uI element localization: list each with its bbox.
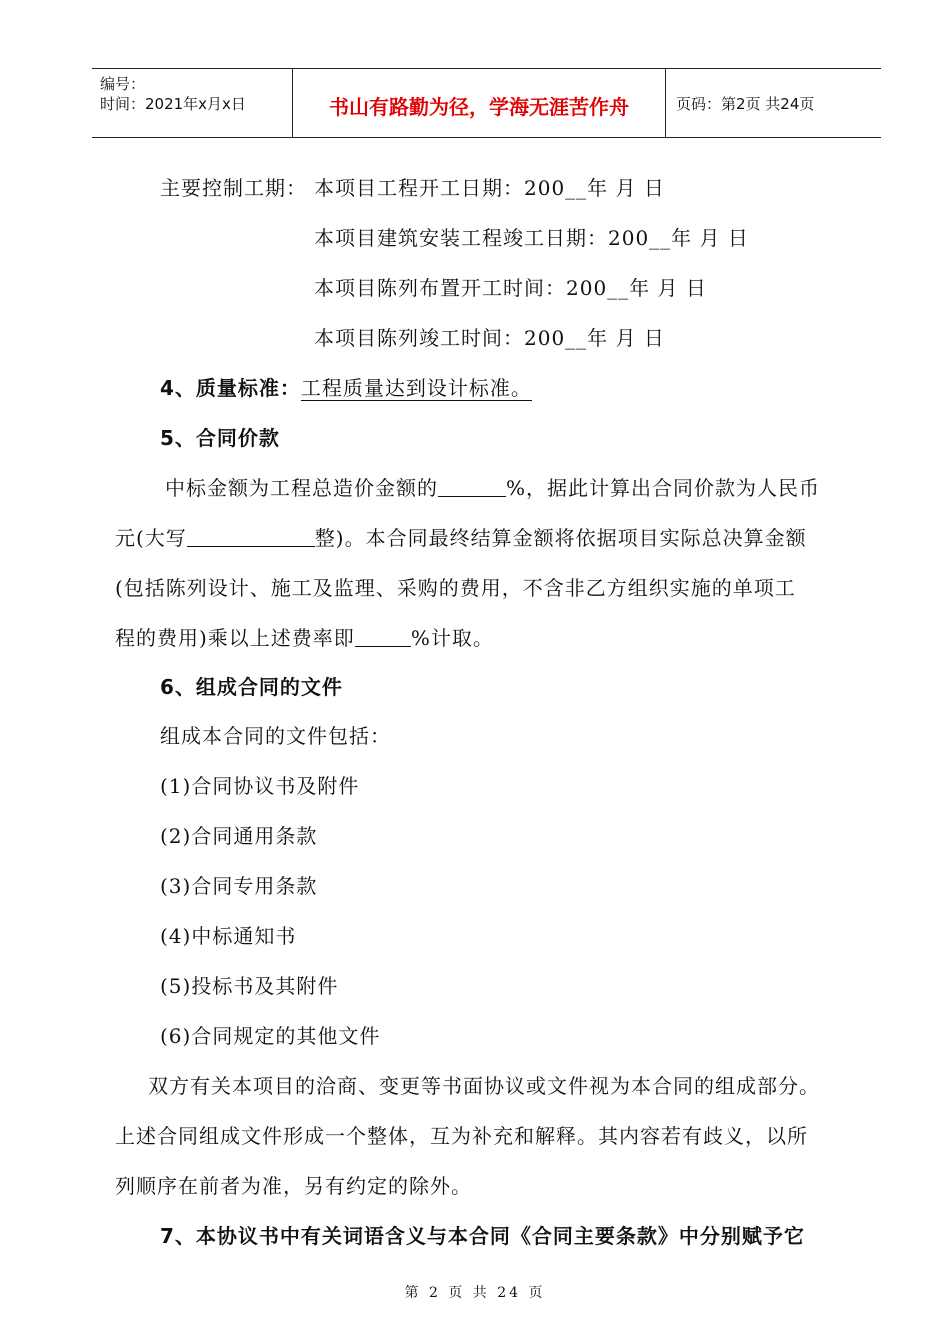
price-text: 元(大写: [115, 526, 187, 550]
price-text: %，据此计算出合同价款为人民币: [506, 476, 821, 500]
page-footer: 第 2 页 共 24 页: [404, 1285, 546, 1301]
price-text: 程的费用)乘以上述费率即: [115, 626, 355, 650]
header-motto-cell: [293, 69, 666, 137]
documents-para-line: 上述合同组成文件形成一个整体，互为补充和解释。其内容若有歧义，以所: [115, 1124, 808, 1148]
page-info: 页码：第2页 共24页: [676, 95, 815, 113]
price-text: %计取。: [410, 626, 494, 650]
price-para-line-1: [165, 472, 820, 501]
document-item: (6)合同规定的其他文件: [160, 1024, 381, 1048]
time-label: 时间：2021年x月x日: [100, 95, 246, 113]
header-page-cell: [666, 69, 881, 137]
price-heading: 5、合同价款: [160, 426, 280, 450]
amount-blank: [187, 526, 315, 547]
schedule-row: 本项目建筑安装工程竣工日期：200__年 月 日: [314, 226, 749, 250]
documents-para-line: 列顺序在前者为准，另有约定的除外。: [115, 1174, 472, 1198]
schedule-row: 本项目陈列竣工时间：200__年 月 日: [314, 326, 665, 350]
price-para-line-4: [115, 622, 494, 651]
schedule-row: 本项目陈列布置开工时间：200__年 月 日: [314, 276, 707, 300]
motto-text: 书山有路勤为径，学海无涯苦作舟: [329, 95, 629, 119]
quality-line: [160, 372, 532, 401]
section7-heading: 7、本协议书中有关词语含义与本合同《合同主要条款》中分别赋予它: [160, 1224, 805, 1248]
quality-heading: 4、质量标准：: [160, 376, 301, 400]
quality-text: 工程质量达到设计标准。: [300, 376, 532, 400]
fee-rate-blank: [355, 626, 411, 647]
schedule-row: 本项目工程开工日期：200__年 月 日: [314, 176, 665, 200]
number-label: 编号：: [100, 75, 146, 93]
document-header: [92, 68, 881, 138]
price-para-line-3: (包括陈列设计、施工及监理、采购的费用，不含非乙方组织实施的单项工: [115, 576, 796, 600]
document-item: (1)合同协议书及附件: [160, 774, 360, 798]
schedule-label: 主要控制工期：: [160, 176, 307, 200]
documents-heading: 6、组成合同的文件: [160, 675, 343, 699]
document-item: (2)合同通用条款: [160, 824, 318, 848]
documents-intro: 组成本合同的文件包括：: [160, 724, 391, 748]
rate-blank: [438, 476, 506, 497]
document-item: (5)投标书及其附件: [160, 974, 339, 998]
documents-para-line: 双方有关本项目的洽商、变更等书面协议或文件视为本合同的组成部分。: [148, 1074, 820, 1098]
price-text: 整)。本合同最终结算金额将依据项目实际总决算金额: [314, 526, 807, 550]
document-item: (3)合同专用条款: [160, 874, 318, 898]
price-text: 中标金额为工程总造价金额的: [165, 476, 438, 500]
header-meta-cell: [92, 69, 293, 137]
document-item: (4)中标通知书: [160, 924, 297, 948]
price-para-line-2: [115, 522, 807, 551]
